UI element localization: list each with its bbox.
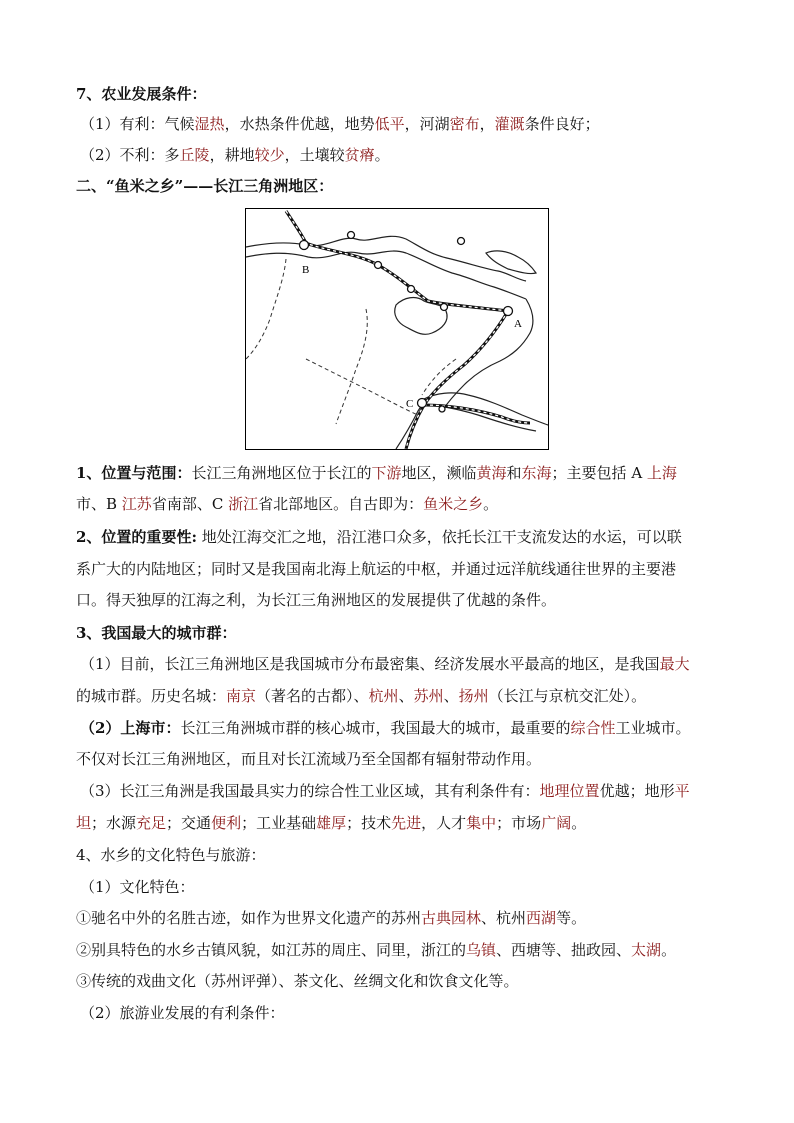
culture-item-2: ②别具特色的水乡古镇风貌，如江苏的周庄、同里，浙江的乌镇、西塘等、拙政园、太湖。 bbox=[76, 941, 677, 959]
section-2-title: 二、“鱼米之乡”——长江三角洲地区： bbox=[76, 177, 334, 195]
section-3-title: 3、我国最大的城市群： bbox=[76, 624, 237, 642]
cities-line-2: 的城市群。历史名城：南京（著名的古都）、杭州、苏州、扬州（长江与京杭交汇处）。 bbox=[76, 687, 647, 705]
culture-item-3: ③传统的戏曲文化（苏州评弹）、茶文化、丝绸文化和饮食文化等。 bbox=[76, 972, 519, 990]
importance-line-2: 系广大的内陆地区；同时又是我国南北海上航运的中枢，并通过远洋航线通往世界的主要港 bbox=[76, 560, 677, 578]
culture-subtitle: （1）文化特色： bbox=[80, 878, 195, 896]
section-4-title: 4、水乡的文化特色与旅游： bbox=[76, 846, 266, 864]
map-drawing bbox=[246, 209, 548, 449]
shanghai-line-2: 不仅对长江三角洲地区，而且对长江流域乃至全国都有辐射带动作用。 bbox=[76, 750, 542, 768]
industry-line-2: 坦；水源充足；交通便利；工业基础雄厚；技术先进，人才集中；市场广阔。 bbox=[76, 814, 587, 832]
map-label-a: A bbox=[514, 318, 522, 330]
industry-line-1: （3）长江三角洲是我国最具实力的综合性工业区域，其有利条件有：地理位置优越；地形平 bbox=[80, 782, 690, 800]
cities-line-1: （1）目前，长江三角洲地区是我国城市分布最密集、经济发展水平最高的地区，是我国最大 bbox=[80, 655, 690, 673]
section-7-title: 7、农业发展条件： bbox=[76, 85, 207, 103]
shanghai-line-1: （2）上海市：长江三角洲城市群的核心城市，我国最大的城市，最重要的综合性工业城市。 bbox=[80, 719, 691, 737]
location-line-2: 市、B 江苏省南部、C 浙江省北部地区。自古即为：鱼米之乡。 bbox=[76, 495, 499, 513]
favorable-conditions: （1）有利：气候湿热，水热条件优越，地势低平，河湖密布，灌溉条件良好； bbox=[80, 115, 600, 133]
yangtze-delta-map bbox=[245, 208, 549, 450]
importance-line-1: 2、位置的重要性: 地处江海交汇之地，沿江港口众多，依托长江干支流发达的水运，可以联 bbox=[76, 528, 682, 546]
location-line-1: 1、位置与范围：长江三角洲地区位于长江的下游地区，濒临黄海和东海；主要包括 A 上海 bbox=[76, 464, 677, 482]
tourism-subtitle: （2）旅游业发展的有利条件： bbox=[80, 1004, 285, 1022]
map-label-c: C bbox=[406, 398, 414, 410]
unfavorable-conditions: （2）不利：多丘陵，耕地较少，土壤较贫瘠。 bbox=[80, 146, 390, 164]
importance-line-3: 口。得天独厚的江海之利，为长江三角洲地区的发展提供了优越的条件。 bbox=[76, 591, 557, 609]
culture-item-1: ①驰名中外的名胜古迹，如作为世界文化遗产的苏州古典园林、杭州西湖等。 bbox=[76, 909, 587, 927]
map-label-b: B bbox=[302, 264, 310, 276]
